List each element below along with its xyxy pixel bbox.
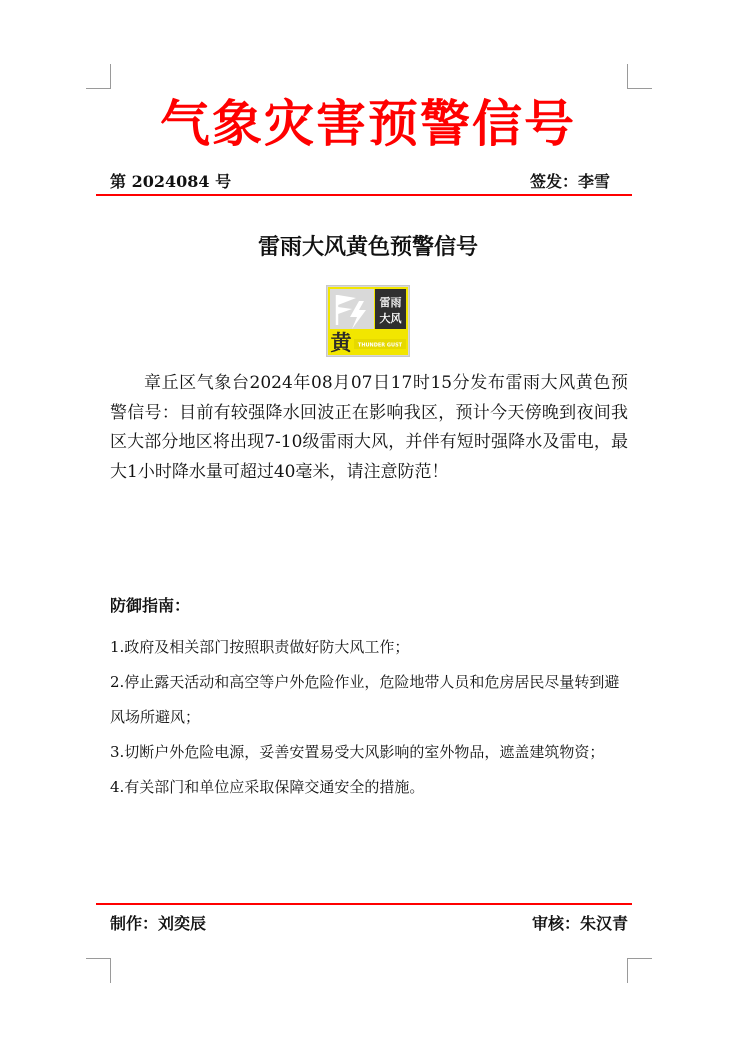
warning-title: 雷雨大风黄色预警信号 bbox=[257, 234, 478, 260]
guide-item: 3.切断户外危险电源，妥善安置易受大风影响的室外物品，遮盖建筑物资； bbox=[110, 743, 605, 761]
guide-item: 2.停止露天活动和高空等户外危险作业，危险地带人员和危房居民尽量转到避风场所避风； bbox=[110, 673, 620, 726]
icon-english-label: THUNDER GUST bbox=[357, 342, 403, 349]
footer-divider bbox=[96, 903, 632, 905]
page-corner-mark-top-right bbox=[627, 64, 652, 89]
page-corner-mark-top-left bbox=[86, 64, 111, 89]
document-meta-row bbox=[110, 170, 610, 194]
issuer-signature: 签发：李雪 bbox=[529, 172, 610, 191]
guide-item: 4.有关部门和单位应采取保障交通安全的措施。 bbox=[110, 778, 425, 796]
guide-heading: 防御指南： bbox=[110, 596, 191, 615]
thunder-gust-yellow-icon bbox=[326, 285, 410, 357]
guide-list bbox=[110, 630, 630, 805]
reviewed-by: 审核：朱汉青 bbox=[531, 914, 628, 933]
guide-item: 1.政府及相关部门按照职责做好防大风工作； bbox=[110, 638, 410, 656]
header-divider bbox=[96, 194, 632, 196]
page-corner-mark-bottom-left bbox=[86, 958, 111, 983]
icon-label-bottom: 大风 bbox=[379, 312, 402, 325]
page-corner-mark-bottom-right bbox=[627, 958, 652, 983]
issue-number: 第 2024084 号 bbox=[110, 172, 232, 191]
icon-level-char: 黄 bbox=[330, 331, 352, 355]
document-title: 气象灾害预警信号 bbox=[160, 95, 576, 153]
warning-body: 章丘区气象台2024年08月07日17时15分发布雷雨大风黄色预警信号：目前有较强降水回波正在影响我区，预计今天傍晚到夜间我区大部分地区将出现7-10级雷雨大风，并伴有短时强降水及雷电，最大1小时降水量可超过40毫米，请注意防范！ bbox=[110, 373, 628, 482]
made-by: 制作：刘奕辰 bbox=[110, 914, 207, 933]
footer-row bbox=[110, 911, 628, 937]
icon-label-top: 雷雨 bbox=[379, 296, 402, 309]
